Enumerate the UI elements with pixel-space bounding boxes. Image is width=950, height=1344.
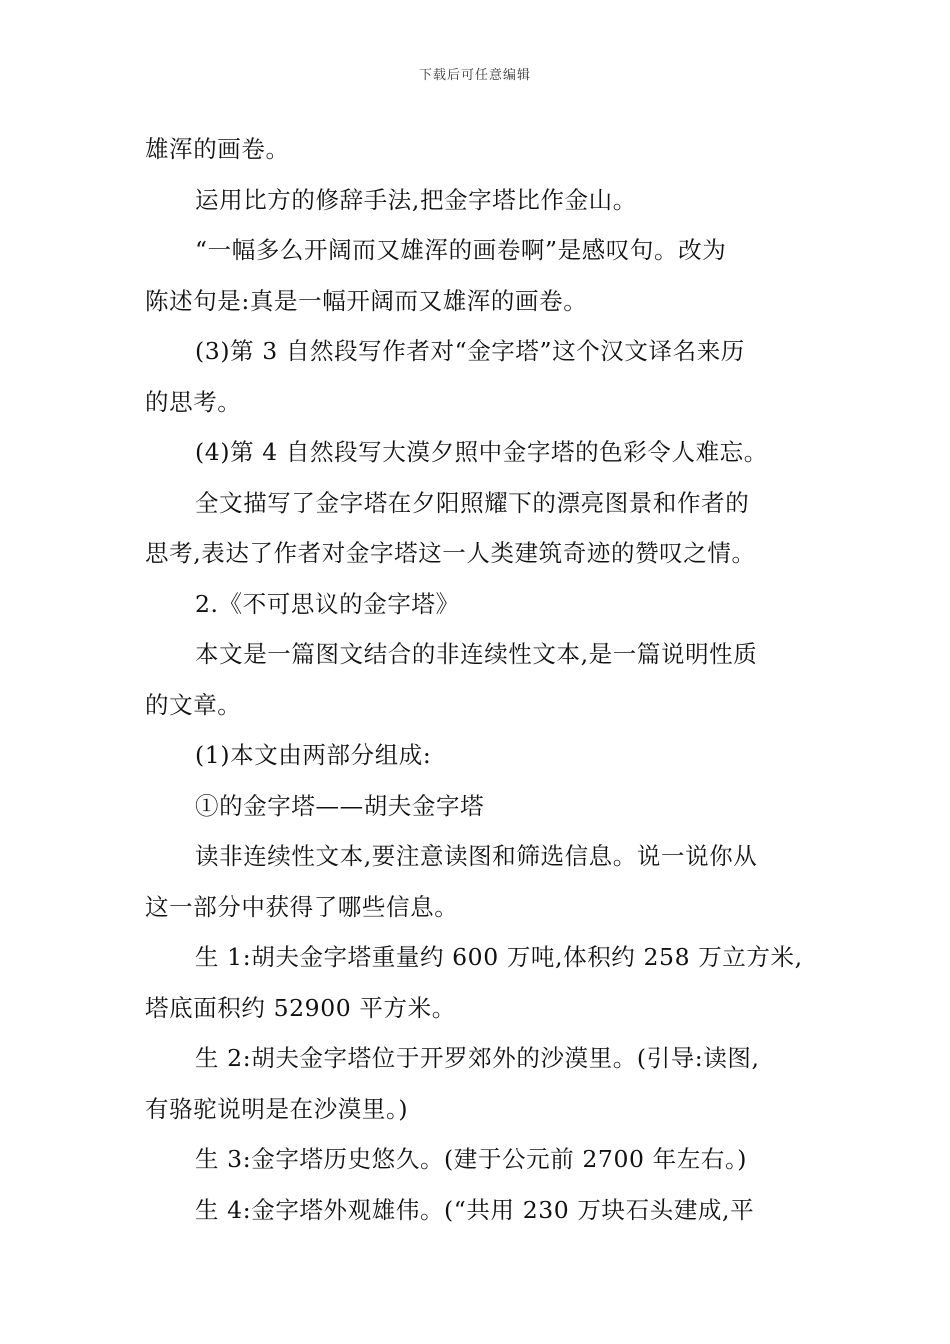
text-line: 的文章。 <box>145 690 242 719</box>
text-line: (3)第 3 自然段写作者对“金字塔”这个汉文译名来历 <box>195 337 745 365</box>
text-line: 读非连续性文本,要注意读图和筛选信息。说一说你从 <box>195 842 758 870</box>
text-line: (1)本文由两部分组成: <box>195 741 432 769</box>
text-line: 有骆驼说明是在沙漠里。) <box>145 1094 409 1123</box>
text-line: (4)第 4 自然段写大漠夕照中金字塔的色彩令人难忘。 <box>195 438 768 466</box>
text-line: 塔底面积约 52900 平方米。 <box>145 993 456 1022</box>
text-line: 运用比方的修辞手法,把金字塔比作金山。 <box>195 185 637 214</box>
text-line: 本文是一篇图文结合的非连续性文本,是一篇说明性质 <box>195 640 758 668</box>
text-line: 雄浑的画卷。 <box>145 135 290 163</box>
text-line: 生 4:金字塔外观雄伟。(“共用 230 万块石头建成,平 <box>195 1195 755 1224</box>
text-line: ①的金字塔——胡夫金字塔 <box>195 791 485 820</box>
text-line: 陈述句是:真是一幅开阔而又雄浑的画卷。 <box>145 286 588 315</box>
text-line: 全文描写了金字塔在夕阳照耀下的漂亮图景和作者的 <box>195 488 750 517</box>
text-line: 的思考。 <box>145 387 242 416</box>
text-line: 生 3:金字塔历史悠久。(建于公元前 2700 年左右。) <box>195 1145 748 1173</box>
page-header: 下载后可任意编辑 <box>418 68 531 83</box>
text-line: 思考,表达了作者对金字塔这一人类建筑奇迹的赞叹之情。 <box>145 539 756 567</box>
text-line: 这一部分中获得了哪些信息。 <box>145 892 459 921</box>
section-heading: 2.《不可思议的金字塔》 <box>195 589 460 618</box>
text-line: 生 2:胡夫金字塔位于开罗郊外的沙漠里。(引导:读图, <box>195 1044 760 1072</box>
text-line: 生 1:胡夫金字塔重量约 600 万吨,体积约 258 万立方米, <box>195 943 803 971</box>
text-line: “一幅多么开阔而又雄浑的画卷啊”是感叹句。改为 <box>195 236 727 264</box>
document-body <box>145 124 810 1235</box>
